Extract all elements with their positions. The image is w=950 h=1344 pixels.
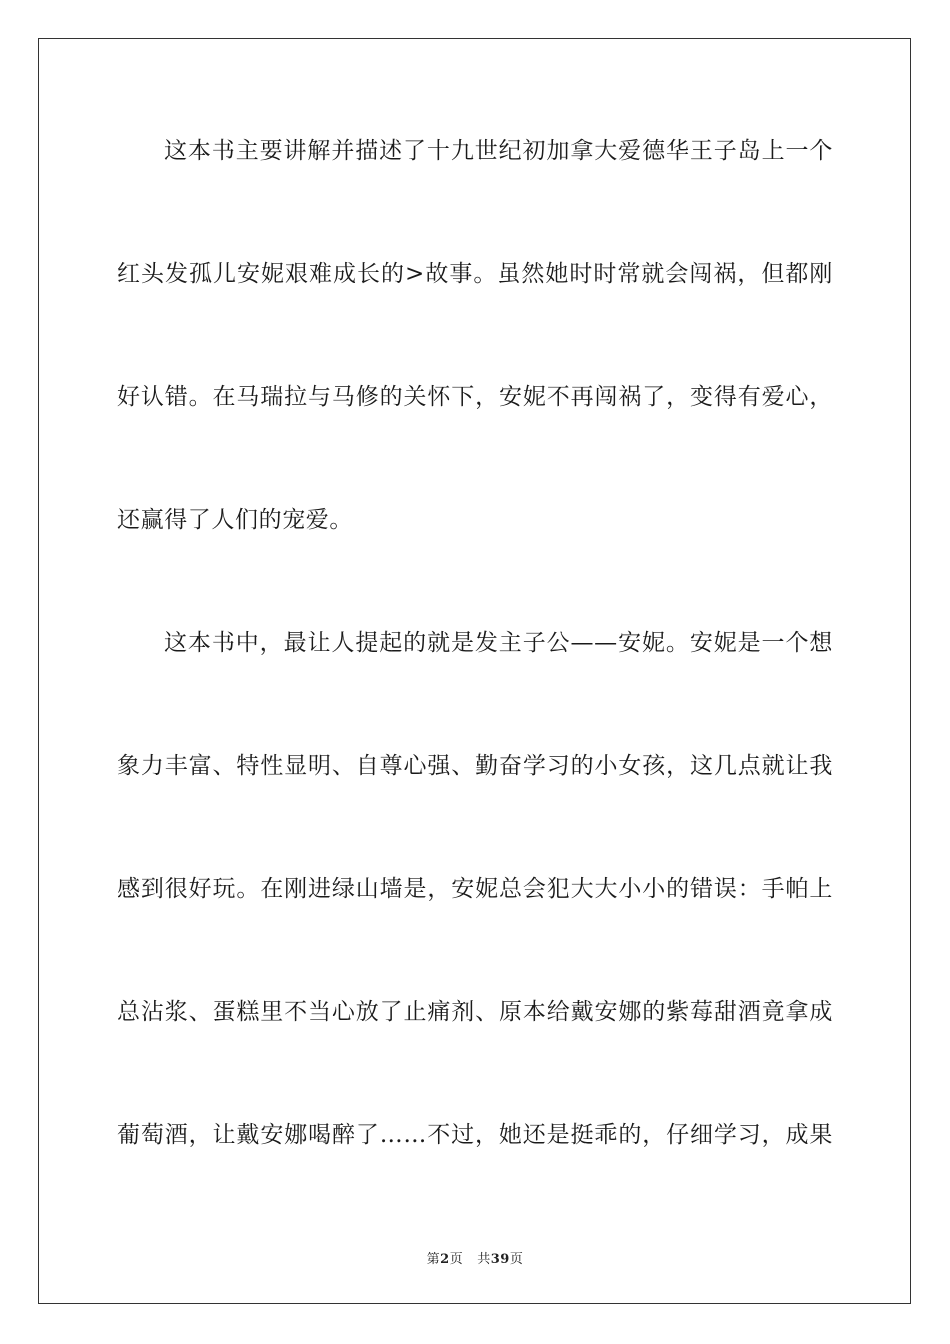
paragraph-2-line-1: 这本书中，最让人提起的就是发主子公——安妮。安妮是一个想 [164,630,833,656]
paragraph-1-line-1: 这本书主要讲解并描述了十九世纪初加拿大爱德华王子岛上一个 [164,138,833,164]
page-number: 2 [440,1252,450,1267]
paragraph-1-line-4: 还赢得了人们的宠爱。 [117,507,353,533]
paragraph-2-line-2: 象力丰富、特性显明、自尊心强、勤奋学习的小女孩，这几点就让我 [117,753,833,779]
paragraph-1-line-3: 好认错。在马瑞拉与马修的关怀下，安妮不再闯祸了，变得有爱心， [117,384,833,410]
total-prefix: 共 [477,1252,491,1267]
paragraph-2-line-3: 感到很好玩。在刚进绿山墙是，安妮总会犯大大小小的错误：手帕上 [117,876,833,902]
total-suffix: 页 [509,1252,524,1267]
paragraph-2-line-4: 总沾浆、蛋糕里不当心放了止痛剂、原本给戴安娜的紫莓甜酒竟拿成 [117,999,833,1025]
page-suffix: 页 [449,1252,464,1267]
page-border [38,38,911,1304]
paragraph-2-line-5: 葡萄酒，让戴安娜喝醉了……不过，她还是挺乖的，仔细学习，成果 [117,1122,833,1148]
page-footer [0,1248,950,1267]
page-prefix: 第 [426,1252,441,1267]
total-pages: 39 [490,1252,510,1267]
paragraph-1-line-2: 红头发孤儿安妮艰难成长的>故事。虽然她时时常就会闯祸，但都刚 [117,261,833,287]
